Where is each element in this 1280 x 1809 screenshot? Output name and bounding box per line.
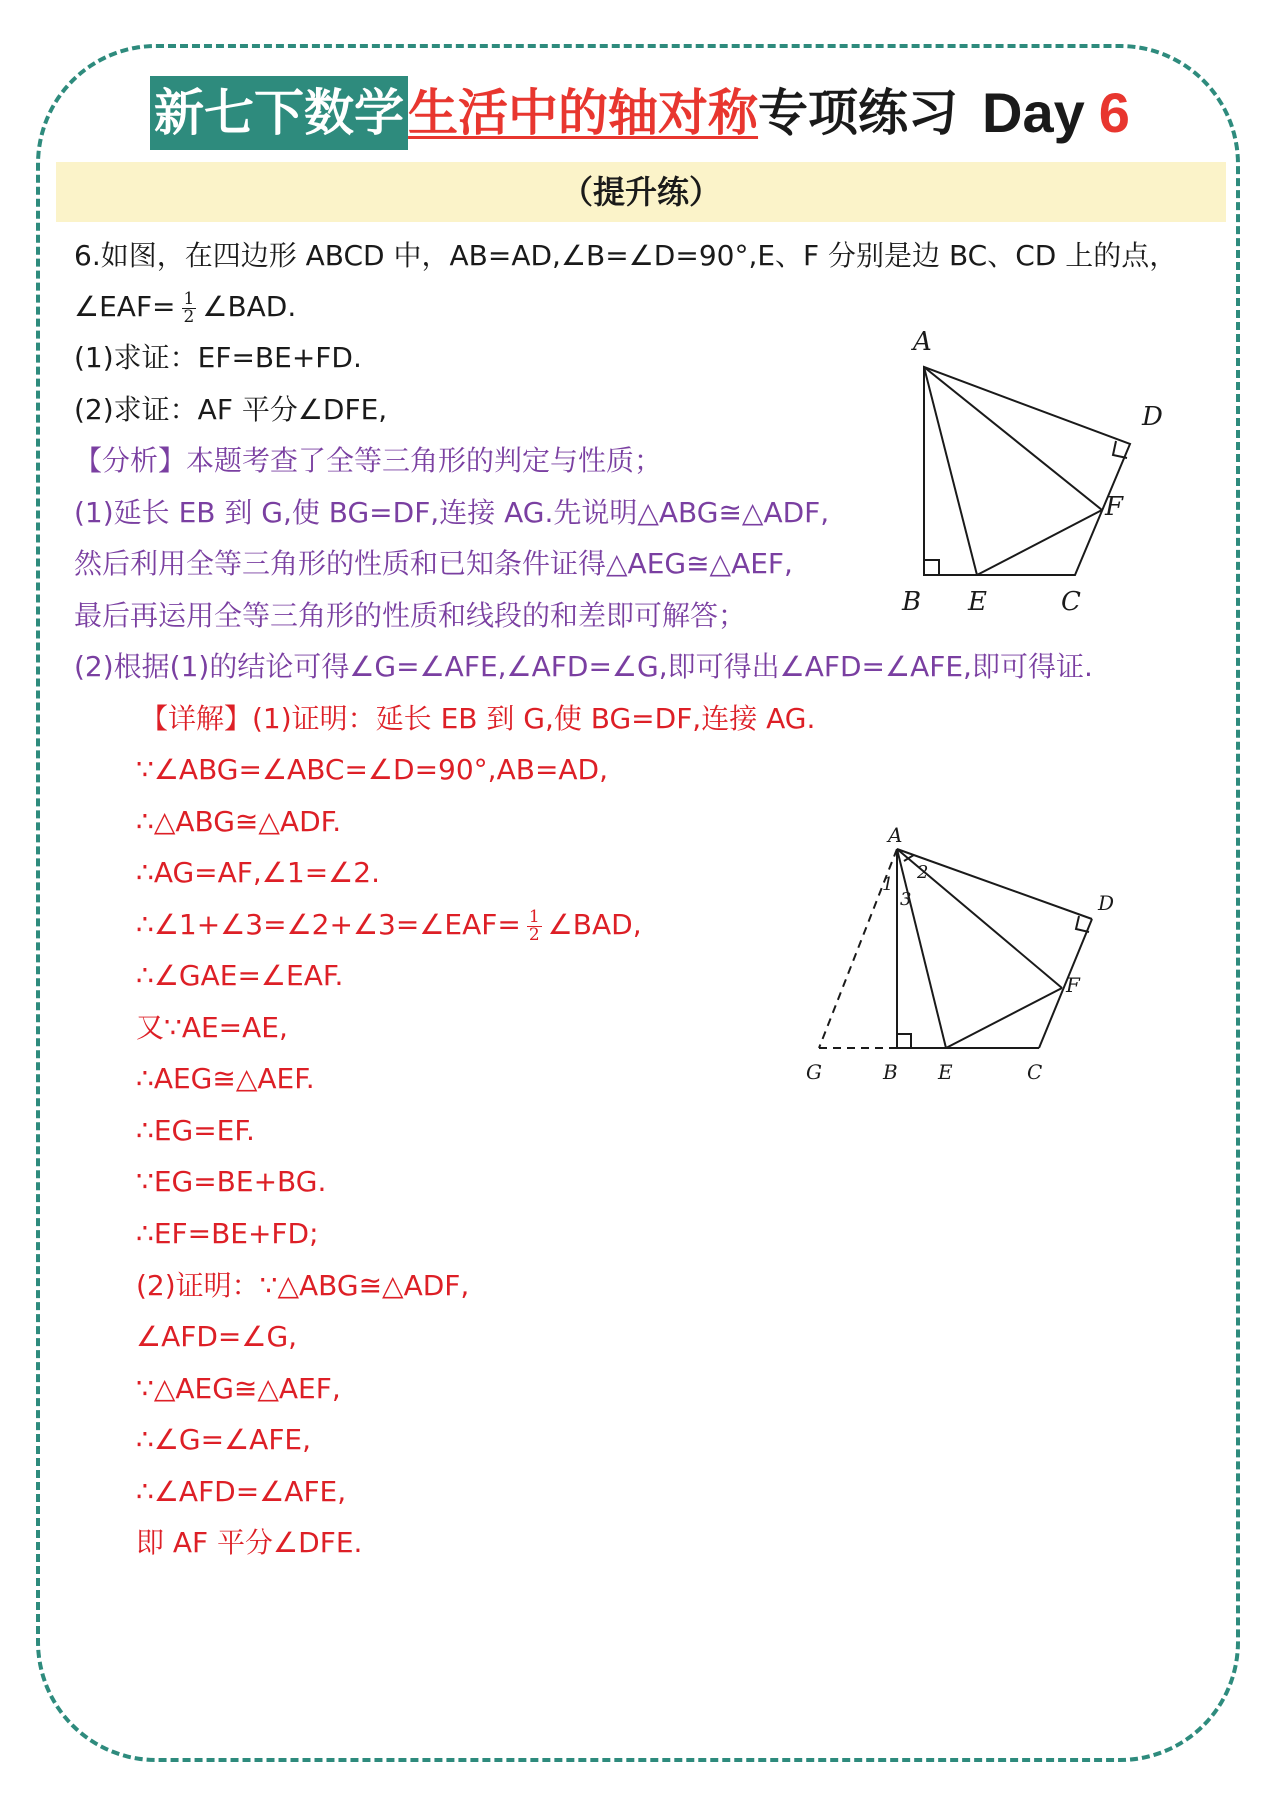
question-2: (2)求证：AF 平分∠DFE, xyxy=(74,393,388,426)
title-red-part: 生活中的轴对称 xyxy=(408,84,759,142)
title-day-number: 6 xyxy=(1098,81,1130,144)
analysis-line-3: 然后利用全等三角形的性质和已知条件证得△AEG≅△AEF, xyxy=(74,547,793,580)
solution-line-4: ∴AG=AF,∠1=∠2. xyxy=(136,856,380,889)
solution-line-11: ∴EF=BE+FD; xyxy=(136,1217,319,1250)
solution-line-10: ∵EG=BE+BG. xyxy=(136,1165,327,1198)
label-d: D xyxy=(1098,891,1115,915)
label-angle-3: 3 xyxy=(900,889,912,910)
fraction-one-half-2: $\frac{1}{2}$ xyxy=(528,906,540,945)
label-a: A xyxy=(913,327,932,357)
solution-line-13: ∠AFD=∠G, xyxy=(136,1320,298,1353)
label-f: F xyxy=(1066,973,1080,997)
analysis-line-1: 【分析】本题考查了全等三角形的判定与性质； xyxy=(74,444,663,477)
segment-af xyxy=(924,367,1102,510)
title-green-part: 新七下数学 xyxy=(150,76,408,150)
title-dark-part: 专项练习 xyxy=(758,84,959,142)
solution-line-1: 【详解】(1)证明：延长 EB 到 G,使 BG=DF,连接 AG. xyxy=(140,702,816,735)
label-b: B xyxy=(902,587,922,617)
solution-line-8: ∴AEG≅△AEF. xyxy=(136,1062,315,1095)
solution-line-6: ∴∠GAE=∠EAF. xyxy=(136,959,344,992)
quadrilateral-abcd-outline xyxy=(924,367,1130,575)
right-angle-mark-b xyxy=(924,560,939,575)
problem-line-1: 6.如图，在四边形 ABCD 中，AB=AD,∠B=∠D=90°,E、F 分别是边 BC、CD 上的点， xyxy=(74,239,1178,272)
label-angle-1: 1 xyxy=(882,874,894,895)
problem-line-2 xyxy=(74,287,296,327)
solution-line-16: ∴∠AFD=∠AFE, xyxy=(136,1475,347,1508)
solution-line-15: ∴∠G=∠AFE, xyxy=(136,1423,312,1456)
solution-line-5 xyxy=(136,905,642,945)
solution-line-17: 即 AF 平分∠DFE. xyxy=(136,1526,363,1559)
label-e: E xyxy=(968,587,987,617)
segment-ef xyxy=(946,988,1062,1048)
question-1: (1)求证：EF=BE+FD. xyxy=(74,341,362,374)
problem-line-2-post: ∠BAD. xyxy=(202,290,297,323)
title-day: Day xyxy=(982,81,1085,144)
solution-line-7: 又∵AE=AE, xyxy=(136,1011,288,1044)
solution-line-5-pre: ∴∠1+∠3=∠2+∠3=∠EAF= xyxy=(136,908,521,941)
label-b: B xyxy=(883,1060,898,1084)
label-c: C xyxy=(1027,1060,1043,1084)
segment-ae xyxy=(924,367,977,575)
solution-line-2: ∵∠ABG=∠ABC=∠D=90°,AB=AD, xyxy=(136,753,609,786)
section-label: （提升练） xyxy=(56,162,1226,222)
label-c: C xyxy=(1061,587,1081,617)
problem-line-2-pre: ∠EAF= xyxy=(74,290,176,323)
solution-line-9: ∴EG=EF. xyxy=(136,1114,255,1147)
solution-line-5-post: ∠BAD, xyxy=(547,908,642,941)
solution-line-3: ∴△ABG≅△ADF. xyxy=(136,805,342,838)
label-angle-2: 2 xyxy=(917,862,929,883)
segment-ef xyxy=(977,510,1102,575)
label-a: A xyxy=(888,823,903,847)
page-title xyxy=(0,76,1280,150)
label-d: D xyxy=(1142,402,1163,432)
fraction-one-half: $\frac{1}{2}$ xyxy=(183,288,195,327)
label-f: F xyxy=(1105,492,1124,522)
segment-ad xyxy=(897,849,1092,919)
analysis-line-5: (2)根据(1)的结论可得∠G=∠AFE,∠AFD=∠G,即可得出∠AFD=∠AFE,即可得证. xyxy=(74,650,1093,683)
label-g: G xyxy=(806,1060,822,1084)
analysis-line-4: 最后再运用全等三角形的性质和线段的和差即可解答； xyxy=(74,599,747,632)
label-e: E xyxy=(938,1060,953,1084)
geometry-figure-1 xyxy=(880,320,1200,620)
solution-line-14: ∵△AEG≅△AEF, xyxy=(136,1372,341,1405)
analysis-line-2: (1)延长 EB 到 G,使 BG=DF,连接 AG.先说明△ABG≅△ADF, xyxy=(74,496,830,529)
geometry-figure-2 xyxy=(796,816,1156,1086)
solution-line-12: (2)证明：∵△ABG≅△ADF, xyxy=(136,1269,470,1302)
right-angle-mark-b xyxy=(897,1034,911,1048)
